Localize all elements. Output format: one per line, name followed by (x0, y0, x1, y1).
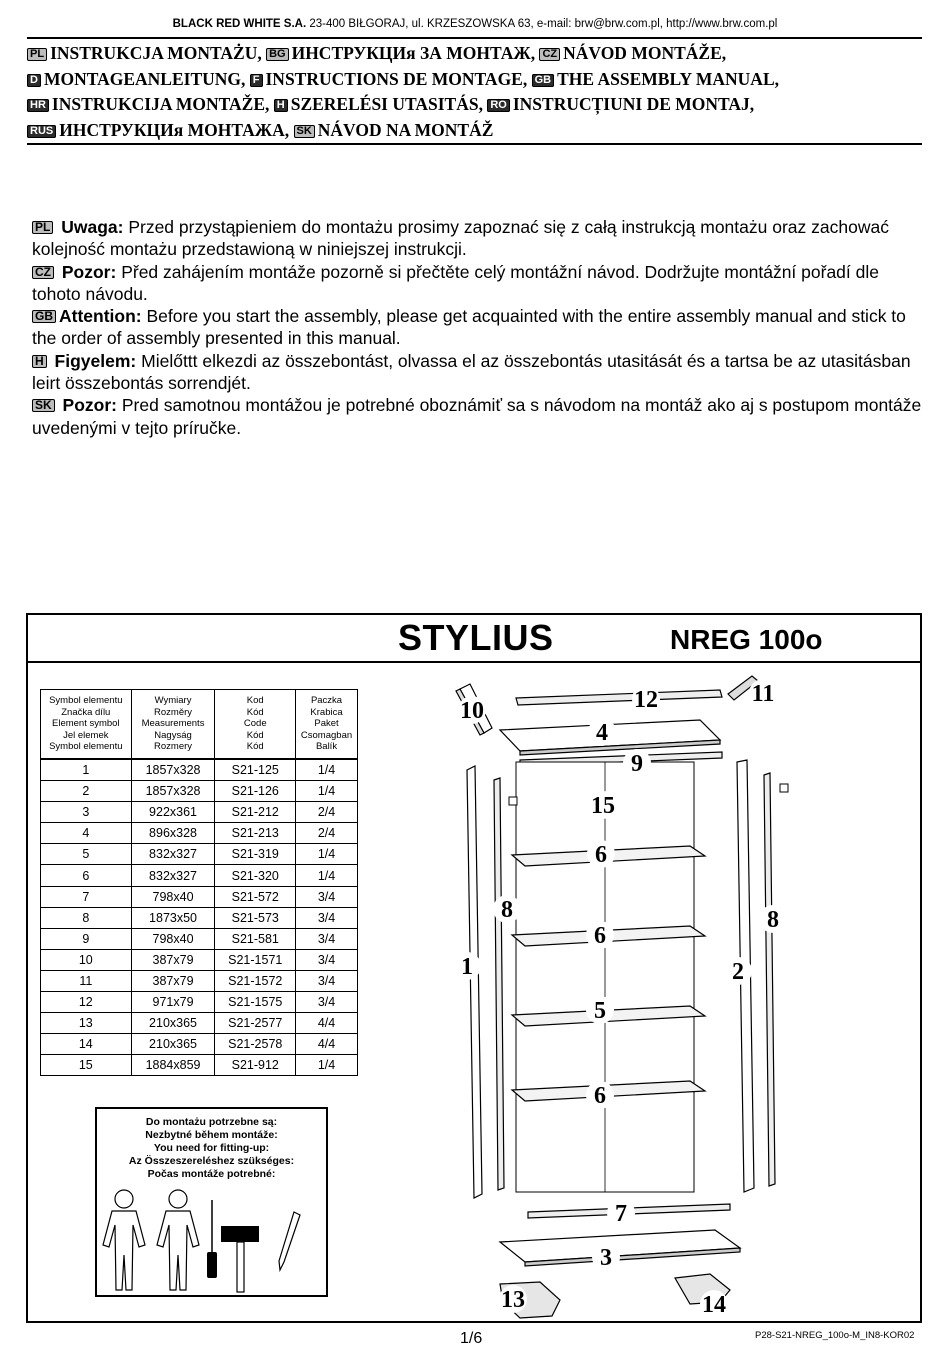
hinge-mark (509, 797, 517, 805)
part-measurement-cell: 971x79 (131, 992, 215, 1013)
title-text: INSTRUKCJA MONTAŻU, (50, 43, 262, 63)
part-measurement-cell: 832x327 (131, 865, 215, 886)
part-8-rail-left (494, 778, 504, 1190)
tools-line: Az Összeszereléshez szükséges: (128, 1155, 295, 1167)
part-measurement-cell: 210x365 (131, 1034, 215, 1055)
part-label (586, 921, 614, 949)
lang-tag: PL (27, 48, 47, 61)
header-line: Jel elemek (63, 729, 109, 741)
company-name: BLACK RED WHITE S.A. (172, 18, 307, 30)
product-model: NREG 100o (670, 624, 823, 655)
note-text: Před zahájením montáže pozorně si přečtěte celý montážní návod. Dodržujte montážní pořadí dle tohoto návodu. (32, 261, 879, 304)
part-label (453, 952, 481, 980)
part-measurement-cell: 832x327 (131, 844, 215, 865)
header-line: Wymiary (154, 695, 192, 707)
part-symbol-cell: 11 (41, 970, 132, 991)
header-line: Paczka (310, 695, 343, 707)
part-symbol-cell: 1 (41, 759, 132, 781)
part-measurement-cell: 210x365 (131, 1013, 215, 1034)
header-line: Paket (314, 718, 339, 730)
page-number: 1/6 (460, 1330, 483, 1347)
part-code-cell: S21-573 (215, 907, 296, 928)
part-package-cell: 4/4 (296, 1013, 358, 1034)
part-label (724, 957, 752, 985)
part-package-cell: 2/4 (296, 823, 358, 844)
header-line: Kód (246, 741, 264, 753)
part-label-text: 13 (501, 1287, 525, 1313)
part-code-cell: S21-581 (215, 928, 296, 949)
part-label (499, 1285, 527, 1313)
person-icon (103, 1190, 145, 1290)
title-text: SZERELÉSI UTASITÁS, (290, 94, 483, 114)
lang-tag: D (27, 74, 41, 87)
header-line: Rozměry (154, 706, 193, 718)
header-line: Measurements (141, 718, 205, 730)
part-label-text: 6 (594, 1083, 606, 1109)
part-label (493, 895, 521, 923)
tools-line: Do montażu potrzebne są: (145, 1116, 278, 1128)
part-measurement-cell: 387x79 (131, 970, 215, 991)
lang-tag: CZ (32, 266, 54, 279)
part-label-text: 9 (631, 751, 643, 777)
header-line: Code (243, 718, 267, 730)
part-measurement-cell: 922x361 (131, 802, 215, 823)
lang-tag: CZ (539, 48, 560, 61)
lang-tag: RO (487, 99, 510, 112)
part-package-cell: 3/4 (296, 949, 358, 970)
part-label (759, 905, 787, 933)
part-package-cell: 1/4 (296, 844, 358, 865)
part-symbol-cell: 4 (41, 823, 132, 844)
part-code-cell: S21-2577 (215, 1013, 296, 1034)
part-code-cell: S21-319 (215, 844, 296, 865)
person-icon (157, 1190, 199, 1290)
lang-tag: H (274, 99, 288, 112)
part-symbol-cell: 7 (41, 886, 132, 907)
product-brand: STYLIUS (398, 617, 554, 658)
lang-tag: SK (294, 125, 315, 138)
header-line: Symbol elementu (49, 695, 123, 707)
note-text: Before you start the assembly, please get acquainted with the entire assembly manual and stick to the order of assembly presented in this manual. (32, 306, 906, 349)
lang-tag: GB (532, 74, 555, 87)
part-label (458, 696, 486, 724)
note-text: Mielőttt elkezdi az összebontást, olvassa el az összebontás utasitását és a tartsa be az utasitásban leirt összebontás sorrendjét. (32, 350, 911, 394)
part-label-text: 2 (732, 959, 744, 985)
lang-tag: H (32, 355, 47, 368)
part-package-cell: 1/4 (296, 1055, 358, 1076)
part-code-cell: S21-213 (215, 823, 296, 844)
part-label-text: 4 (596, 720, 608, 746)
company-address: 23-400 BIŁGORAJ, ul. KRZESZOWSKA 63, e-mail: brw@brw.com.pl, http://www.brw.com.pl (309, 18, 778, 30)
document-code: P28-S21-NREG_100o-M_IN8-KOR02 (755, 1330, 915, 1341)
note-label: Attention: (59, 306, 142, 327)
part-symbol-cell: 6 (41, 865, 132, 886)
header-line: Balík (315, 741, 338, 753)
note-label: Figyelem: (54, 350, 137, 371)
part-label (588, 718, 616, 746)
part-label-text: 6 (594, 923, 606, 949)
lang-tag: HR (27, 99, 49, 112)
part-label-text: 8 (767, 907, 779, 933)
part-package-cell: 3/4 (296, 928, 358, 949)
part-code-cell: S21-320 (215, 865, 296, 886)
header-line: Kód (246, 729, 264, 741)
part-label-text: 6 (595, 842, 607, 868)
tools-line: Nezbytné během montáže: (145, 1129, 278, 1141)
lang-tag: PL (32, 221, 53, 234)
header-line: Krabica (310, 706, 343, 718)
part-label-text: 3 (600, 1245, 612, 1271)
part-label (586, 1081, 614, 1109)
header-line: Kód (246, 706, 264, 718)
part-measurement-cell: 1873x50 (131, 907, 215, 928)
part-measurement-cell: 1857x328 (131, 759, 215, 781)
note-label: Uwaga: (61, 217, 124, 237)
title-text: NÁVOD MONTÁŽE, (563, 43, 727, 63)
part-symbol-cell: 9 (41, 928, 132, 949)
part-label-text: 10 (460, 698, 484, 724)
screwdriver-icon (207, 1200, 217, 1278)
note-text: Przed przystąpieniem do montażu prosimy zapoznać się z całą instrukcją montażu oraz zachować kolejność montażu przedstawioną w niniejszej instrukcji. (32, 217, 889, 260)
header-line: Značka dílu (61, 706, 111, 718)
part-label (586, 996, 614, 1024)
part-label (589, 791, 617, 819)
part-code-cell: S21-912 (215, 1055, 296, 1076)
note-text: Pred samotnou montážou je potrebné oboznámiť sa s návodom na montáž ako aj s postupom montáže uvedenými v tejto príručke. (32, 395, 922, 438)
title-text: THE ASSEMBLY MANUAL, (557, 68, 779, 89)
lang-tag: GB (32, 310, 56, 323)
header-line: Element symbol (52, 718, 120, 730)
part-code-cell: S21-212 (215, 802, 296, 823)
header-line: Rozmery (154, 741, 193, 753)
part-label (700, 1290, 728, 1318)
part-label-text: 7 (615, 1201, 627, 1227)
part-label-text: 1 (461, 954, 473, 980)
part-code-cell: S21-1572 (215, 970, 296, 991)
part-symbol-cell: 12 (41, 992, 132, 1013)
note-label: Pozor: (61, 261, 117, 282)
title-text: ИНСТРУКЦИя ЗА МОНТАЖ, (291, 43, 536, 63)
part-measurement-cell: 896x328 (131, 823, 215, 844)
note-label: Pozor: (62, 395, 117, 416)
part-code-cell: S21-126 (215, 781, 296, 802)
part-label-text: 14 (702, 1292, 726, 1318)
lang-tag: RUS (27, 125, 56, 138)
tools-line: You need for fitting-up: (153, 1142, 270, 1154)
part-symbol-cell: 10 (41, 949, 132, 970)
lang-tag: SK (32, 399, 55, 412)
header-line: Csomagban (300, 729, 353, 741)
title-text: ИНСТРУКЦИя МОНТАЖА, (59, 119, 290, 140)
part-symbol-cell: 5 (41, 844, 132, 865)
part-code-cell: S21-1575 (215, 992, 296, 1013)
header-line: Symbol elementu (49, 741, 123, 753)
part-package-cell: 4/4 (296, 1034, 358, 1055)
part-symbol-cell: 2 (41, 781, 132, 802)
hammer-icon (221, 1226, 259, 1292)
part-label (592, 1243, 620, 1271)
lang-tag: F (250, 74, 263, 87)
part-measurement-cell: 1857x328 (131, 781, 215, 802)
part-symbol-cell: 13 (41, 1013, 132, 1034)
part-label-text: 8 (501, 897, 513, 923)
hinge-mark (780, 784, 788, 792)
part-measurement-cell: 798x40 (131, 886, 215, 907)
part-12-top-rail (516, 690, 722, 705)
part-package-cell: 2/4 (296, 802, 358, 823)
part-1-side-panel (467, 766, 482, 1198)
part-label-text: 11 (751, 681, 775, 707)
title-text: NÁVOD NA MONTÁŽ (317, 119, 494, 140)
part-package-cell: 3/4 (296, 907, 358, 928)
part-symbol-cell: 14 (41, 1034, 132, 1055)
part-symbol-cell: 15 (41, 1055, 132, 1076)
part-label-text: 5 (594, 998, 606, 1024)
part-symbol-cell: 8 (41, 907, 132, 928)
lang-tag: BG (266, 48, 289, 61)
header-line: Nagyság (154, 729, 192, 741)
part-package-cell: 1/4 (296, 865, 358, 886)
part-3-bottom-panel (500, 1230, 740, 1266)
title-text: INSTRUCTIONS DE MONTAGE, (265, 68, 528, 89)
part-code-cell: S21-2578 (215, 1034, 296, 1055)
part-measurement-cell: 387x79 (131, 949, 215, 970)
part-measurement-cell: 1884x859 (131, 1055, 215, 1076)
part-code-cell: S21-1571 (215, 949, 296, 970)
part-label (587, 840, 615, 868)
part-package-cell: 1/4 (296, 781, 358, 802)
header-line: Kod (246, 695, 264, 707)
part-package-cell: 3/4 (296, 970, 358, 991)
part-8-rail-right (764, 773, 775, 1186)
part-symbol-cell: 3 (41, 802, 132, 823)
pencil-icon (279, 1212, 300, 1270)
part-label (607, 1199, 635, 1227)
part-measurement-cell: 798x40 (131, 928, 215, 949)
title-text: INSTRUCȚIUNI DE MONTAJ, (512, 94, 755, 114)
part-package-cell: 1/4 (296, 759, 358, 781)
part-code-cell: S21-572 (215, 886, 296, 907)
part-package-cell: 3/4 (296, 886, 358, 907)
part-label (749, 679, 777, 707)
part-label-text: 15 (591, 793, 615, 819)
tools-line: Počas montáže potrebné: (147, 1168, 276, 1180)
part-code-cell: S21-125 (215, 759, 296, 781)
title-text: MONTAGEANLEITUNG, (43, 68, 246, 89)
part-label (623, 749, 651, 777)
part-label-text: 12 (634, 687, 658, 713)
part-package-cell: 3/4 (296, 992, 358, 1013)
title-text: INSTRUKCIJA MONTAŽE, (51, 94, 270, 114)
part-label (632, 685, 660, 713)
